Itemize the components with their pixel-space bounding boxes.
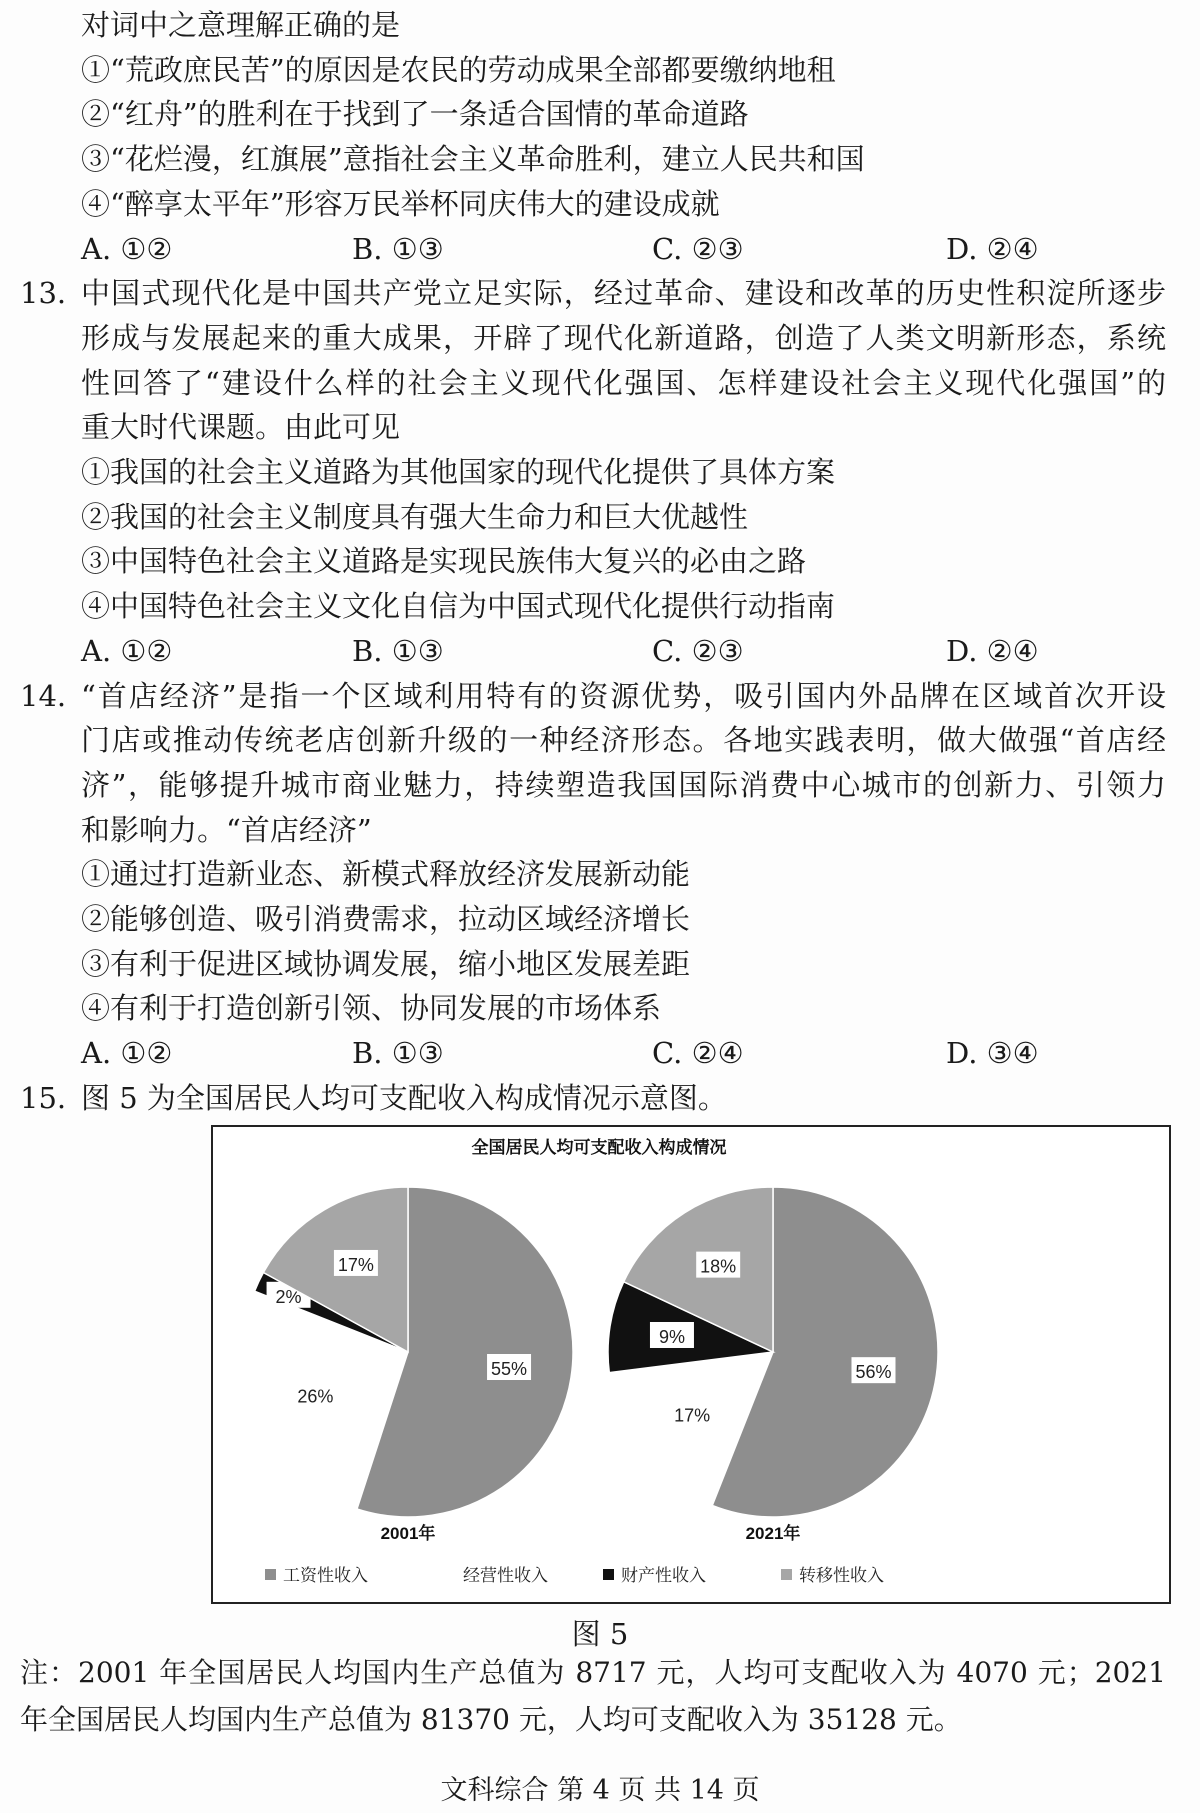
question-stem-line: 形成与发展起来的重大成果，开辟了现代化新道路，创造了人类文明新形态，系统 — [81, 320, 1166, 355]
data-label: 26% — [297, 1386, 334, 1407]
note-line-2: 年全国居民人均国内生产总值为 81370 元，人均可支配收入为 35128 元。 — [20, 1703, 962, 1736]
legend-item: 经营性收入 — [463, 1566, 548, 1585]
figure-label: 图 5 — [571, 1617, 629, 1651]
legend-item: 财产性收入 — [621, 1566, 706, 1585]
data-label: 17% — [337, 1254, 374, 1275]
question-stem-line: 重大时代课题。由此可见 — [81, 410, 401, 445]
pie-year-label: 2021年 — [745, 1524, 801, 1543]
answer-option-b[interactable]: B. ①③ — [352, 231, 444, 266]
data-label: 2% — [275, 1286, 302, 1307]
legend-swatch — [265, 1569, 276, 1580]
answer-option-c[interactable]: C. ②③ — [652, 231, 744, 266]
answer-option-c[interactable]: C. ②④ — [652, 1036, 744, 1071]
legend-swatch — [603, 1569, 614, 1580]
chart-title: 全国居民人均可支配收入构成情况 — [471, 1138, 727, 1157]
question-number: 14. — [20, 678, 67, 713]
question-stem-line: 中国式现代化是中国共产党立足实际，经过革命、建设和改革的历史性积淀所逐步 — [81, 276, 1166, 311]
statement: ②“红舟”的胜利在于找到了一条适合国情的革命道路 — [81, 97, 749, 132]
pie-chart-svg — [213, 1127, 1169, 1602]
statement: ①我国的社会主义道路为其他国家的现代化提供了具体方案 — [81, 455, 836, 489]
statement: ③中国特色社会主义道路是实现民族伟大复兴的必由之路 — [81, 544, 807, 579]
statement: ②我国的社会主义制度具有强大生命力和巨大优越性 — [81, 499, 749, 534]
answer-option-c[interactable]: C. ②③ — [652, 633, 744, 668]
statement: ④中国特色社会主义文化自信为中国式现代化提供行动指南 — [81, 589, 836, 624]
pie-year-label: 2001年 — [380, 1524, 436, 1543]
question-stem-line: “首店经济”是指一个区域利用特有的资源优势，吸引国内外品牌在区域首次开设 — [81, 678, 1166, 713]
statement: ④有利于打造创新引领、协同发展的市场体系 — [81, 991, 662, 1026]
page-footer: 文科综合 第 4 页 共 14 页 — [440, 1775, 760, 1806]
answer-option-d[interactable]: D. ②④ — [946, 633, 1039, 668]
question-stem-line: 济”，能够提升城市商业魅力，持续塑造我国国际消费中心城市的创新力、引领力 — [81, 767, 1166, 802]
question-stem: 图 5 为全国居民人均可支配收入构成情况示意图。 — [81, 1080, 727, 1115]
statement: ④“醉享太平年”形容万民举杯同庆伟大的建设成就 — [81, 186, 720, 221]
question-number: 13. — [20, 276, 67, 311]
statement: ③“花烂漫，红旗展”意指社会主义革命胜利，建立人民共和国 — [81, 142, 865, 177]
answer-option-a[interactable]: A. ①② — [81, 231, 173, 266]
legend-swatch — [781, 1569, 792, 1580]
question-stem: 对词中之意理解正确的是 — [81, 8, 401, 42]
answer-option-b[interactable]: B. ①③ — [352, 1036, 444, 1071]
data-label: 18% — [700, 1256, 737, 1277]
data-label: 17% — [674, 1405, 711, 1426]
answer-option-b[interactable]: B. ①③ — [352, 633, 444, 668]
data-label: 9% — [658, 1326, 685, 1347]
income-pie-chart — [211, 1125, 1171, 1604]
answer-option-a[interactable]: A. ①② — [81, 1036, 173, 1071]
answer-option-a[interactable]: A. ①② — [81, 633, 173, 668]
legend-item: 转移性收入 — [799, 1566, 884, 1585]
statement: ②能够创造、吸引消费需求，拉动区域经济增长 — [81, 902, 691, 936]
answer-option-d[interactable]: D. ③④ — [946, 1036, 1039, 1071]
statement: ①“荒政庶民苦”的原因是农民的劳动成果全部都要缴纳地租 — [81, 52, 836, 87]
legend-item: 工资性收入 — [283, 1566, 368, 1585]
statement: ③有利于促进区域协调发展，缩小地区发展差距 — [81, 946, 691, 981]
question-stem-line: 门店或推动传统老店创新升级的一种经济形态。各地实践表明，做大做强“首店经 — [81, 723, 1166, 758]
statement: ①通过打造新业态、新模式释放经济发展新动能 — [81, 857, 691, 892]
question-stem-line: 性回答了“建设什么样的社会主义现代化强国、怎样建设社会主义现代化强国”的 — [81, 365, 1166, 400]
question-stem-line: 和影响力。“首店经济” — [81, 812, 372, 847]
data-label: 55% — [491, 1359, 528, 1380]
answer-option-d[interactable]: D. ②④ — [946, 231, 1039, 266]
data-label: 56% — [855, 1362, 892, 1383]
question-number: 15. — [20, 1080, 67, 1115]
note-line-1: 注：2001 年全国居民人均国内生产总值为 8717 元，人均可支配收入为 4070 元；2021 — [20, 1656, 1166, 1689]
